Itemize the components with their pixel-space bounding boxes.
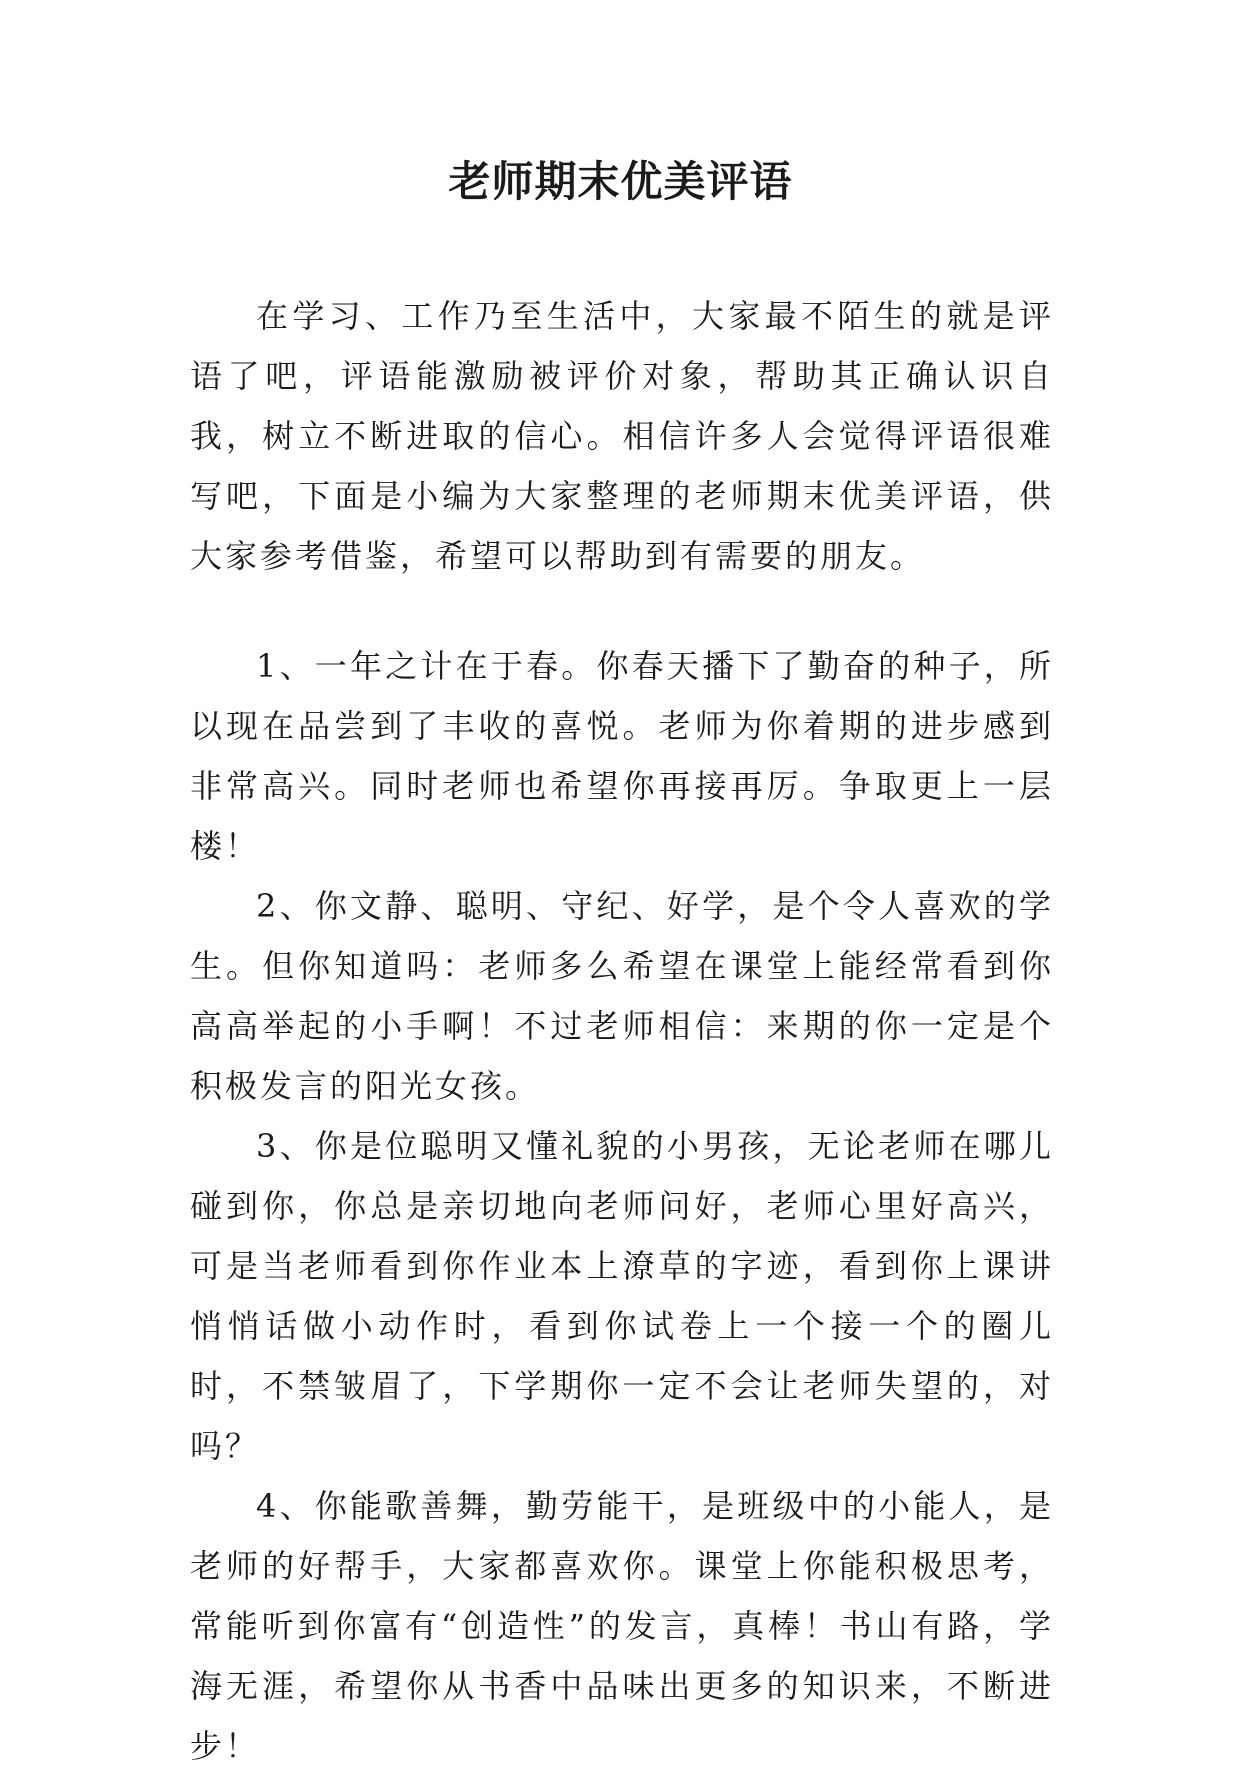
document-title: 老师期末优美评语	[448, 157, 793, 206]
comment-item-3: 3、你是位聪明又懂礼貌的小男孩，无论老师在哪儿碰到你，你总是亲切地向老师问好，老师心里好高兴，可是当老师看到你作业本上潦草的字迹，看到你上课讲悄悄话做小动作时，看到你试卷上一个接一个的圈儿时，不禁皱眉了，下学期你一定不会让老师失望的，对吗？	[190, 1127, 1054, 1465]
intro-paragraph: 在学习、工作乃至生活中，大家最不陌生的就是评语了吧，评语能激励被评价对象，帮助其正确认识自我，树立不断进取的信心。相信许多人会觉得评语很难写吧，下面是小编为大家整理的老师期末优美评语，供大家参考借鉴，希望可以帮助到有需要的朋友。	[190, 297, 1054, 575]
comment-item-1: 1、一年之计在于春。你春天播下了勤奋的种子，所以现在品尝到了丰收的喜悦。老师为你着期的进步感到非常高兴。同时老师也希望你再接再厉。争取更上一层楼！	[190, 647, 1054, 865]
comments-list	[190, 636, 1054, 1776]
comment-item-2: 2、你文静、聪明、守纪、好学，是个令人喜欢的学生。但你知道吗：老师多么希望在课堂上能经常看到你高高举起的小手啊！不过老师相信：来期的你一定是个积极发言的阳光女孩。	[190, 887, 1054, 1105]
comment-item-4: 4、你能歌善舞，勤劳能干，是班级中的小能人，是老师的好帮手，大家都喜欢你。课堂上你能积极思考，常能听到你富有“创造性”的发言，真棒！书山有路，学海无涯，希望你从书香中品味出更多的知识来，不断进步！	[190, 1487, 1054, 1765]
intro-section	[190, 286, 1054, 586]
